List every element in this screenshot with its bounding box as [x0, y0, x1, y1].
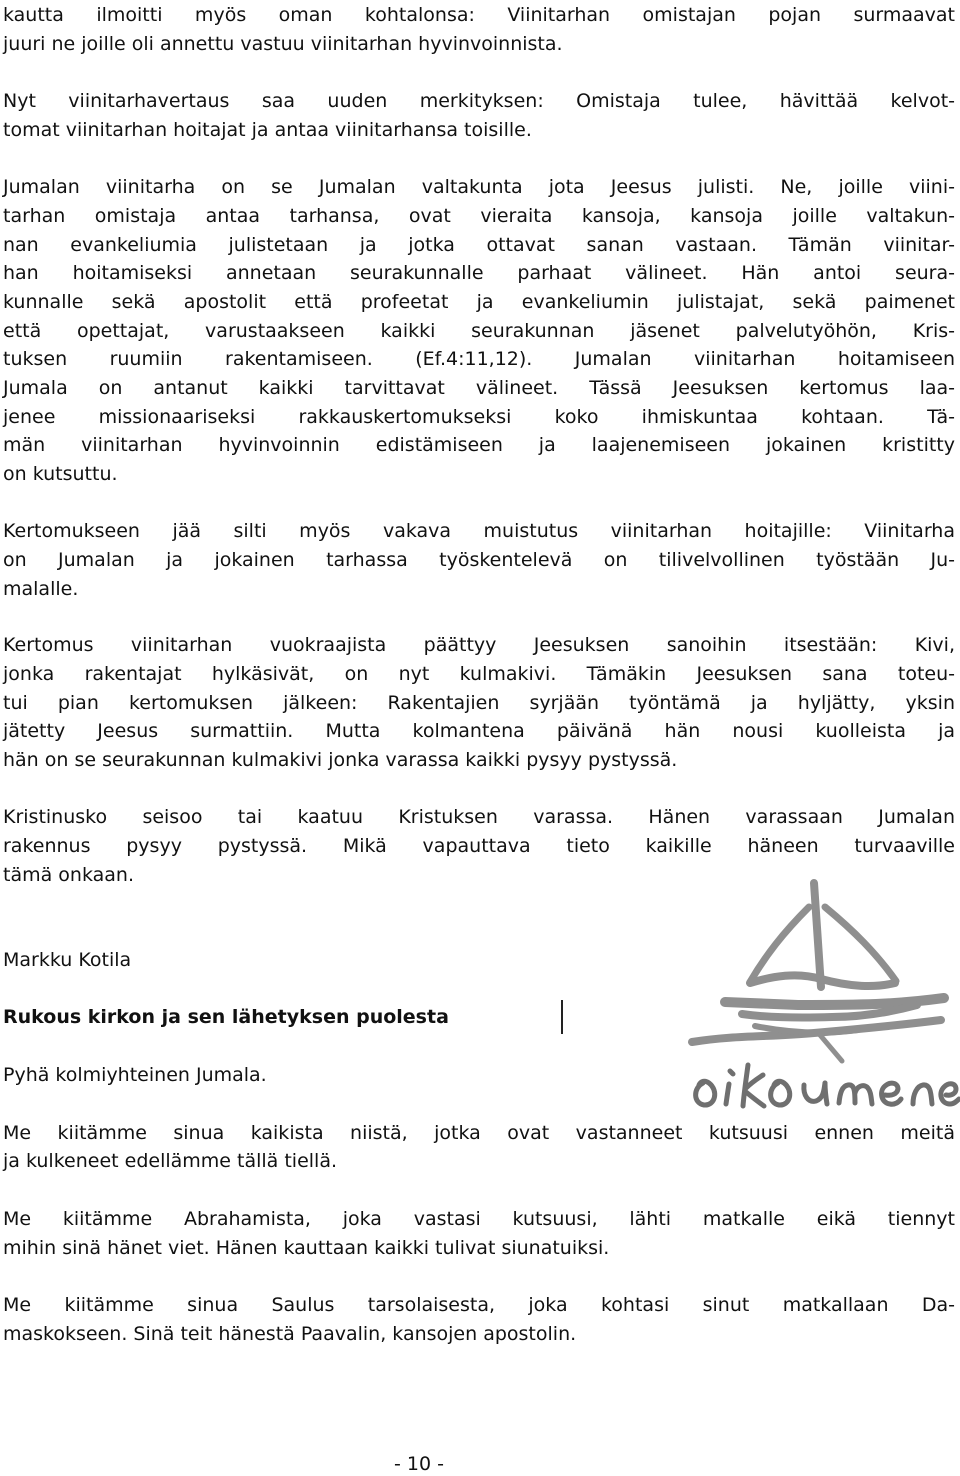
- prayer-heading: Rukous kirkon ja sen lähetyksen puolesta: [3, 1006, 449, 1028]
- paragraph-5-line-2: jonka rakentajat hylkäsivät, on nyt kulmakivi. Tämäkin Jeesuksen sana toteu-: [3, 663, 955, 685]
- paragraph-3-line-10: män viinitarhan hyvinvoinnin edistämiseen ja laajenemiseen jokainen kristitty: [3, 434, 955, 456]
- paragraph-5-line-5: hän on se seurakunnan kulmakivi jonka varassa kaikki pysyy pystyssä.: [3, 749, 678, 771]
- paragraph-6-line-3: tämä onkaan.: [3, 864, 134, 886]
- paragraph-3-line-7: tuksen ruumiin rakentamiseen. (Ef.4:11,12). Jumalan viinitarhan hoitamiseen: [3, 348, 955, 370]
- paragraph-3-line-6: että opettajat, varustaakseen kaikki seurakunnan jäsenet palvelutyöhön, Kris-: [3, 320, 955, 342]
- author-name: Markku Kotila: [3, 949, 132, 971]
- paragraph-3-line-3: nan evankeliumia julistetaan ja jotka ottavat sanan vastaan. Tämän viinitar-: [3, 234, 955, 256]
- paragraph-5-line-4: jätetty Jeesus surmattiin. Mutta kolmantena päivänä hän nousi kuolleista ja: [3, 720, 955, 742]
- paragraph-1-line-2: juuri ne joille oli annettu vastuu viinitarhan hyvinvoinnista.: [3, 33, 563, 55]
- paragraph-3-line-11: on kutsuttu.: [3, 463, 118, 485]
- paragraph-5-line-3: tui pian kertomuksen jälkeen: Rakentajien syrjään työntämä ja hyljätty, yksin: [3, 692, 955, 714]
- prayer-line-4: Me kiitämme Abrahamista, joka vastasi kutsuusi, lähti matkalle eikä tiennyt: [3, 1208, 955, 1230]
- paragraph-2-line-2: tomat viinitarhan hoitajat ja antaa viinitarhansa toisille.: [3, 119, 532, 141]
- paragraph-5-line-1: Kertomus viinitarhan vuokraajista päättyy Jeesuksen sanoihin itsestään: Kivi,: [3, 634, 955, 656]
- paragraph-3-line-2: tarhan omistaja antaa tarhansa, ovat vieraita kansoja, kansoja joille valtakun-: [3, 205, 955, 227]
- prayer-line-2: Me kiitämme sinua kaikista niistä, jotka ovat vastanneet kutsuusi ennen meitä: [3, 1122, 955, 1144]
- oikoumene-logo-icon: [665, 875, 960, 1115]
- paragraph-3-line-9: jenee missionaariseksi rakkauskertomukseksi koko ihmiskuntaa kohtaan. Tä-: [3, 406, 955, 428]
- paragraph-3-line-1: Jumalan viinitarha on se Jumalan valtakunta jota Jeesus julisti. Ne, joille viini-: [3, 176, 955, 198]
- paragraph-4-line-3: malalle.: [3, 578, 79, 600]
- prayer-line-3: ja kulkeneet edellämme tällä tiellä.: [3, 1150, 338, 1172]
- prayer-line-1: Pyhä kolmiyhteinen Jumala.: [3, 1064, 267, 1086]
- paragraph-1-line-1: kautta ilmoitti myös oman kohtalonsa: Viinitarhan omistajan pojan surmaavat: [3, 4, 955, 26]
- paragraph-6-line-2: rakennus pysyy pystyssä. Mikä vapauttava tieto kaikille häneen turvaaville: [3, 835, 955, 857]
- paragraph-3-line-8: Jumala on antanut kaikki tarvittavat välineet. Tässä Jeesuksen kertomus laa-: [3, 377, 955, 399]
- paragraph-3-line-5: kunnalle sekä apostolit että profeetat ja evankeliumin julistajat, sekä paimenet: [3, 291, 955, 313]
- prayer-line-5: mihin sinä hänet viet. Hänen kauttaan kaikki tulivat siunatuiksi.: [3, 1237, 610, 1259]
- page-number: - 10 -: [394, 1453, 444, 1475]
- paragraph-4-line-1: Kertomukseen jää silti myös vakava muistutus viinitarhan hoitajille: Viinitarha: [3, 520, 955, 542]
- paragraph-3-line-4: han hoitamiseksi annetaan seurakunnalle parhaat välineet. Hän antoi seura-: [3, 262, 955, 284]
- prayer-line-6: Me kiitämme sinua Saulus tarsolaisesta, joka kohtasi sinut matkallaan Da-: [3, 1294, 955, 1316]
- paragraph-4-line-2: on Jumalan ja jokainen tarhassa työskentelevä on tilivelvollinen työstään Ju-: [3, 549, 955, 571]
- paragraph-2-line-1: Nyt viinitarhavertaus saa uuden merkityksen: Omistaja tulee, hävittää kelvot-: [3, 90, 955, 112]
- prayer-line-7: maskokseen. Sinä teit hänestä Paavalin, kansojen apostolin.: [3, 1323, 577, 1345]
- paragraph-6-line-1: Kristinusko seisoo tai kaatuu Kristuksen varassa. Hänen varassaan Jumalan: [3, 806, 955, 828]
- text-cursor-mark: [561, 1000, 563, 1034]
